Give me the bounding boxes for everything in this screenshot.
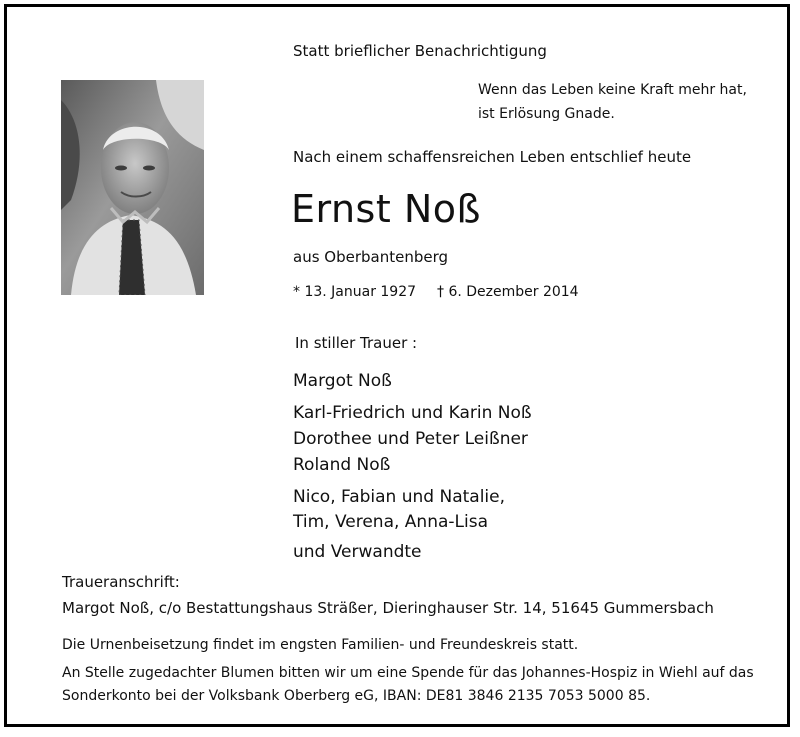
address-label: Traueranschrift: [62, 573, 180, 591]
funeral-address: Margot Noß, c/o Bestattungshaus Sträßer, Dieringhauser Str. 14, 51645 Gummersbach [62, 599, 714, 617]
mourner-name: Dorothee und Peter Leißner [293, 429, 528, 449]
mourners-heading: In stiller Trauer : [295, 334, 418, 352]
mourner-name: Karl-Friedrich und Karin Noß [293, 403, 532, 423]
intro-text: Statt brieflicher Benachrichtigung [293, 42, 547, 60]
donation-line-1: An Stelle zugedachter Blumen bitten wir um eine Spende für das Johannes-Hospiz in Wiehl auf das [62, 665, 754, 681]
donation-line-2: Sonderkonto bei der Volksbank Oberberg eG, IBAN: DE81 3846 2135 7053 5000 85. [62, 688, 651, 704]
quote-line-1: Wenn das Leben keine Kraft mehr hat, [478, 82, 747, 98]
mourner-name: Roland Noß [293, 455, 391, 475]
mourner-name: Tim, Verena, Anna-Lisa [293, 512, 488, 532]
origin-text: aus Oberbantenberg [293, 248, 449, 266]
deceased-name: Ernst Noß [291, 187, 481, 231]
birth-date: * 13. Januar 1927 [293, 284, 417, 300]
mourner-name: Margot Noß [293, 371, 392, 391]
portrait-photo [61, 80, 204, 295]
burial-note: Die Urnenbeisetzung findet im engsten Familien- und Freundeskreis statt. [62, 637, 579, 653]
mourner-name: und Verwandte [293, 542, 422, 562]
quote-line-2: ist Erlösung Gnade. [478, 106, 615, 122]
lead-sentence: Nach einem schaffensreichen Leben entschlief heute [293, 148, 692, 166]
mourner-name: Nico, Fabian und Natalie, [293, 487, 506, 507]
death-date: † 6. Dezember 2014 [437, 284, 579, 300]
